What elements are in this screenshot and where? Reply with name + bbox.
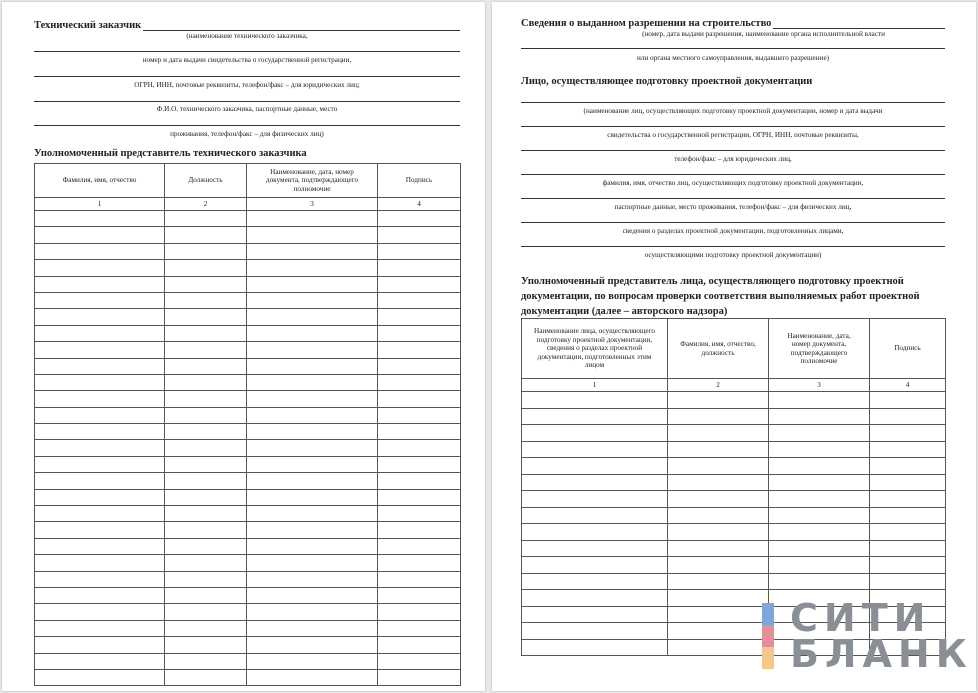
table-cell[interactable] [165, 653, 247, 669]
column-header: Подпись [870, 319, 946, 379]
table-cell[interactable] [668, 590, 769, 607]
table-cell[interactable] [247, 260, 378, 276]
table-cell[interactable] [247, 424, 378, 440]
table-cell[interactable] [35, 555, 165, 571]
table-cell[interactable] [769, 491, 870, 508]
table-cell[interactable] [870, 491, 946, 508]
citiblank-watermark [762, 596, 973, 676]
table-cell[interactable] [35, 358, 165, 374]
table-cell[interactable] [35, 538, 165, 554]
table-cell[interactable] [870, 458, 946, 475]
blank-line[interactable] [34, 101, 460, 102]
blank-line[interactable] [34, 125, 460, 126]
table-cell[interactable] [378, 424, 461, 440]
table-cell[interactable] [769, 573, 870, 590]
table-cell[interactable] [247, 538, 378, 554]
table-cell[interactable] [247, 292, 378, 308]
table-cell[interactable] [668, 458, 769, 475]
table-cell[interactable] [247, 555, 378, 571]
table-cell[interactable] [247, 358, 378, 374]
table-cell[interactable] [668, 441, 769, 458]
blank-line[interactable] [521, 246, 945, 247]
table-cell[interactable] [522, 590, 668, 607]
table-cell[interactable] [668, 573, 769, 590]
table-row [522, 474, 946, 491]
table-cell[interactable] [35, 489, 165, 505]
table-cell[interactable] [668, 408, 769, 425]
table-row [522, 425, 946, 442]
table-row [522, 573, 946, 590]
building-permit-field[interactable] [521, 18, 945, 29]
table-cell[interactable] [522, 507, 668, 524]
table-cell[interactable] [668, 474, 769, 491]
table-row [522, 507, 946, 524]
table-row [35, 653, 461, 669]
table-cell[interactable] [247, 489, 378, 505]
table-cell[interactable] [165, 587, 247, 603]
table-cell[interactable] [165, 424, 247, 440]
table-cell[interactable] [247, 342, 378, 358]
table-cell[interactable] [522, 540, 668, 557]
caption-designer-passport: паспортные данные, место проживания, телефон/факс – для физических лиц, [614, 203, 852, 211]
table-cell[interactable] [165, 391, 247, 407]
technical-customer-field[interactable] [34, 20, 460, 31]
caption-registration: номер и дата выдачи свидетельства о государственной регистрации, [142, 56, 352, 64]
table-cell[interactable] [668, 623, 769, 640]
table-cell[interactable] [668, 557, 769, 574]
table-cell[interactable] [35, 391, 165, 407]
table-row [35, 374, 461, 390]
table-cell[interactable] [522, 524, 668, 541]
table-cell[interactable] [35, 424, 165, 440]
blank-line[interactable] [34, 51, 460, 52]
table-row [35, 440, 461, 456]
table-cell[interactable] [35, 276, 165, 292]
table-cell[interactable] [165, 342, 247, 358]
table-cell[interactable] [378, 538, 461, 554]
table-cell[interactable] [35, 473, 165, 489]
table-cell[interactable] [378, 669, 461, 685]
table-row [522, 540, 946, 557]
table-cell[interactable] [35, 440, 165, 456]
table-cell[interactable] [165, 473, 247, 489]
table-cell[interactable] [165, 538, 247, 554]
table-row [35, 587, 461, 603]
table-row [35, 506, 461, 522]
table-cell[interactable] [668, 392, 769, 409]
table-row [35, 292, 461, 308]
table-row [35, 637, 461, 653]
table-cell[interactable] [35, 587, 165, 603]
table-row [35, 391, 461, 407]
table-row [522, 491, 946, 508]
table-cell[interactable] [35, 374, 165, 390]
table-cell[interactable] [378, 473, 461, 489]
table-cell[interactable] [35, 620, 165, 636]
blank-line[interactable] [521, 222, 945, 223]
right-page [492, 2, 976, 691]
table-cell[interactable] [769, 507, 870, 524]
table-row [35, 620, 461, 636]
column-number: 1 [35, 198, 165, 211]
table-cell[interactable] [165, 571, 247, 587]
table-cell[interactable] [769, 524, 870, 541]
customer-representative-heading: Уполномоченный представитель технического заказчика [34, 148, 307, 159]
table-cell[interactable] [378, 456, 461, 472]
table-row [35, 325, 461, 341]
table-row [35, 358, 461, 374]
table-cell[interactable] [35, 456, 165, 472]
technical-customer-label: Технический заказчик [34, 20, 142, 31]
caption-designer-sections: сведения о разделах проектной документации, подготовленных лицами, [622, 227, 844, 235]
table-cell[interactable] [870, 425, 946, 442]
table-cell[interactable] [247, 374, 378, 390]
table-row [35, 342, 461, 358]
table-cell[interactable] [247, 325, 378, 341]
table-cell[interactable] [247, 211, 378, 227]
table-cell[interactable] [870, 441, 946, 458]
blank-line[interactable] [521, 102, 945, 103]
table-cell[interactable] [35, 292, 165, 308]
table-cell[interactable] [769, 540, 870, 557]
table-cell[interactable] [378, 227, 461, 243]
table-cell[interactable] [165, 555, 247, 571]
table-cell[interactable] [522, 639, 668, 656]
table-cell[interactable] [35, 309, 165, 325]
table-cell[interactable] [378, 522, 461, 538]
table-row [35, 276, 461, 292]
table-cell[interactable] [378, 276, 461, 292]
table-row [35, 407, 461, 423]
table-cell[interactable] [247, 243, 378, 259]
column-number: 4 [870, 379, 946, 392]
table-row [35, 604, 461, 620]
table-cell[interactable] [165, 620, 247, 636]
table-row [522, 458, 946, 475]
table-row [35, 211, 461, 227]
table-cell[interactable] [35, 522, 165, 538]
table-cell[interactable] [378, 637, 461, 653]
table-cell[interactable] [35, 227, 165, 243]
table-cell[interactable] [769, 392, 870, 409]
table-cell[interactable] [35, 342, 165, 358]
column-header: Подпись [378, 164, 461, 198]
table-row [522, 557, 946, 574]
table-cell[interactable] [165, 637, 247, 653]
table-cell[interactable] [522, 392, 668, 409]
table-cell[interactable] [165, 407, 247, 423]
caption-customer-name: (наименование технического заказчика, [186, 32, 308, 40]
table-cell[interactable] [247, 604, 378, 620]
table-cell[interactable] [870, 573, 946, 590]
table-cell[interactable] [247, 506, 378, 522]
column-header: Наименование, дата, номер документа, подтверждающего полномочие [247, 164, 378, 198]
technical-customer-line[interactable] [143, 21, 460, 31]
table-cell[interactable] [165, 227, 247, 243]
table-cell[interactable] [247, 620, 378, 636]
table-cell[interactable] [165, 604, 247, 620]
table-row [35, 309, 461, 325]
table-cell[interactable] [769, 425, 870, 442]
table-cell[interactable] [35, 243, 165, 259]
table-cell[interactable] [522, 458, 668, 475]
table-row [522, 524, 946, 541]
column-number: 2 [165, 198, 247, 211]
table-cell[interactable] [522, 606, 668, 623]
table-cell[interactable] [769, 408, 870, 425]
table-cell[interactable] [165, 522, 247, 538]
column-number: 3 [247, 198, 378, 211]
table-cell[interactable] [870, 557, 946, 574]
caption-designer-fio: фамилия, имя, отчество лиц, осуществляющих подготовку проектной документации, [602, 179, 864, 187]
caption-ogrn: ОГРН, ИНН, почтовые реквизиты, телефон/факс – для юридических лиц; [134, 81, 360, 89]
table-cell[interactable] [35, 604, 165, 620]
table-row [35, 555, 461, 571]
table-cell[interactable] [165, 506, 247, 522]
table-cell[interactable] [247, 473, 378, 489]
table-cell[interactable] [870, 524, 946, 541]
column-header: Фамилия, имя, отчество [35, 164, 165, 198]
table-cell[interactable] [378, 342, 461, 358]
table-cell[interactable] [378, 391, 461, 407]
table-row [35, 571, 461, 587]
table-row [522, 408, 946, 425]
table-cell[interactable] [769, 557, 870, 574]
table-cell[interactable] [35, 407, 165, 423]
table-cell[interactable] [870, 507, 946, 524]
table-cell[interactable] [378, 260, 461, 276]
table-cell[interactable] [522, 573, 668, 590]
watermark-word-1: СИТИ [790, 596, 932, 640]
table-cell[interactable] [378, 555, 461, 571]
caption-designer-phone: телефон/факс – для юридических лиц, [674, 155, 792, 163]
caption-residence: проживания, телефон/факс – для физических лиц) [170, 130, 324, 138]
table-cell[interactable] [35, 637, 165, 653]
building-permit-label: Сведения о выданном разрешении на строительство [521, 18, 772, 29]
table-cell[interactable] [769, 474, 870, 491]
table-cell[interactable] [522, 623, 668, 640]
column-header: Фамилия, имя, отчество, должность [668, 319, 769, 379]
table-cell[interactable] [769, 441, 870, 458]
caption-designer-name: (наименование лиц, осуществляющих подготовку проектной документации, номер и дата выдачи [583, 107, 883, 115]
table-cell[interactable] [247, 440, 378, 456]
table-cell[interactable] [870, 408, 946, 425]
table-cell[interactable] [378, 211, 461, 227]
table-cell[interactable] [35, 211, 165, 227]
table-cell[interactable] [35, 260, 165, 276]
table-cell[interactable] [378, 571, 461, 587]
blank-line[interactable] [521, 48, 945, 49]
table-row [35, 473, 461, 489]
table-cell[interactable] [35, 653, 165, 669]
table-cell[interactable] [378, 604, 461, 620]
table-row [35, 669, 461, 685]
column-number: 2 [668, 379, 769, 392]
left-page [2, 2, 485, 691]
table-cell[interactable] [35, 669, 165, 685]
table-cell[interactable] [378, 620, 461, 636]
table-cell[interactable] [522, 441, 668, 458]
table-cell[interactable] [165, 325, 247, 341]
table-cell[interactable] [378, 292, 461, 308]
table-row [35, 260, 461, 276]
table-cell[interactable] [247, 456, 378, 472]
table-cell[interactable] [247, 637, 378, 653]
table-cell[interactable] [668, 507, 769, 524]
table-row [35, 456, 461, 472]
table-cell[interactable] [668, 606, 769, 623]
table-cell[interactable] [165, 211, 247, 227]
column-number: 1 [522, 379, 668, 392]
column-header: Должность [165, 164, 247, 198]
caption-permit-authority: или органа местного самоуправления, выдавшего разрешение) [636, 54, 830, 62]
table-cell[interactable] [522, 491, 668, 508]
customer-representative-table [34, 163, 461, 686]
table-cell[interactable] [165, 276, 247, 292]
designer-heading: Лицо, осуществляющее подготовку проектной документации [521, 76, 813, 87]
table-cell[interactable] [668, 524, 769, 541]
table-cell[interactable] [870, 392, 946, 409]
blank-line[interactable] [521, 150, 945, 151]
blank-line[interactable] [34, 76, 460, 77]
column-header: Наименование лица, осуществляющего подготовку проектной документации, сведения о разделах проектной документации, подготовленных этим лицом [522, 319, 668, 379]
table-cell[interactable] [165, 243, 247, 259]
table-cell[interactable] [378, 506, 461, 522]
table-row [35, 243, 461, 259]
building-permit-line[interactable] [773, 19, 945, 29]
table-cell[interactable] [165, 309, 247, 325]
author-supervision-heading: Уполномоченный представитель лица, осуществляющего подготовку проектной документации, по вопросам проверки соответствия выполняемых работ проектной документации (далее – авторского надзора) [521, 276, 920, 317]
column-number: 4 [378, 198, 461, 211]
table-row [35, 538, 461, 554]
table-cell[interactable] [247, 276, 378, 292]
table-cell[interactable] [378, 440, 461, 456]
table-cell[interactable] [247, 407, 378, 423]
column-header: Наименование, дата, номер документа, подтверждающего полномочие [769, 319, 870, 379]
table-cell[interactable] [247, 653, 378, 669]
table-cell[interactable] [247, 571, 378, 587]
table-cell[interactable] [247, 669, 378, 685]
table-cell[interactable] [378, 653, 461, 669]
table-cell[interactable] [378, 587, 461, 603]
column-number: 3 [769, 379, 870, 392]
table-cell[interactable] [165, 489, 247, 505]
caption-permit-number: (номер, дата выдачи разрешения, наименование органа исполнительной власти [642, 30, 885, 38]
caption-fio: Ф.И.О. технического заказчика, паспортные данные, место [156, 105, 338, 113]
table-row [35, 227, 461, 243]
table-cell[interactable] [247, 522, 378, 538]
table-row [522, 392, 946, 409]
table-cell[interactable] [870, 474, 946, 491]
blank-line[interactable] [521, 198, 945, 199]
table-cell[interactable] [35, 571, 165, 587]
table-cell[interactable] [378, 374, 461, 390]
table-cell[interactable] [870, 540, 946, 557]
table-cell[interactable] [165, 440, 247, 456]
caption-designer-end: осуществляющими подготовку проектной документации) [644, 251, 822, 259]
blank-line[interactable] [521, 126, 945, 127]
watermark-logo-stripe [762, 625, 774, 647]
caption-designer-registration: свидетельства о государственной регистрации, ОГРН, ИНН, почтовые реквизиты, [607, 131, 859, 139]
table-cell[interactable] [668, 639, 769, 656]
table-cell[interactable] [522, 557, 668, 574]
table-cell[interactable] [378, 489, 461, 505]
watermark-word-2: БЛАНК [790, 632, 973, 676]
table-cell[interactable] [247, 227, 378, 243]
table-cell[interactable] [378, 407, 461, 423]
table-cell[interactable] [522, 408, 668, 425]
table-cell[interactable] [522, 474, 668, 491]
table-cell[interactable] [769, 458, 870, 475]
table-cell[interactable] [668, 491, 769, 508]
table-cell[interactable] [165, 358, 247, 374]
table-cell[interactable] [165, 292, 247, 308]
table-row [522, 441, 946, 458]
table-cell[interactable] [165, 260, 247, 276]
table-cell[interactable] [378, 325, 461, 341]
table-cell[interactable] [378, 309, 461, 325]
table-cell[interactable] [35, 506, 165, 522]
table-row [35, 424, 461, 440]
table-row [35, 489, 461, 505]
watermark-logo-stripe [762, 647, 774, 669]
table-cell[interactable] [378, 358, 461, 374]
table-cell[interactable] [247, 391, 378, 407]
table-cell[interactable] [522, 425, 668, 442]
table-cell[interactable] [247, 309, 378, 325]
table-cell[interactable] [247, 587, 378, 603]
table-cell[interactable] [165, 374, 247, 390]
blank-line[interactable] [521, 174, 945, 175]
table-cell[interactable] [35, 325, 165, 341]
table-cell[interactable] [165, 669, 247, 685]
watermark-logo-stripe [762, 603, 774, 625]
table-cell[interactable] [165, 456, 247, 472]
table-row [35, 522, 461, 538]
table-cell[interactable] [378, 243, 461, 259]
table-cell[interactable] [668, 425, 769, 442]
table-cell[interactable] [668, 540, 769, 557]
